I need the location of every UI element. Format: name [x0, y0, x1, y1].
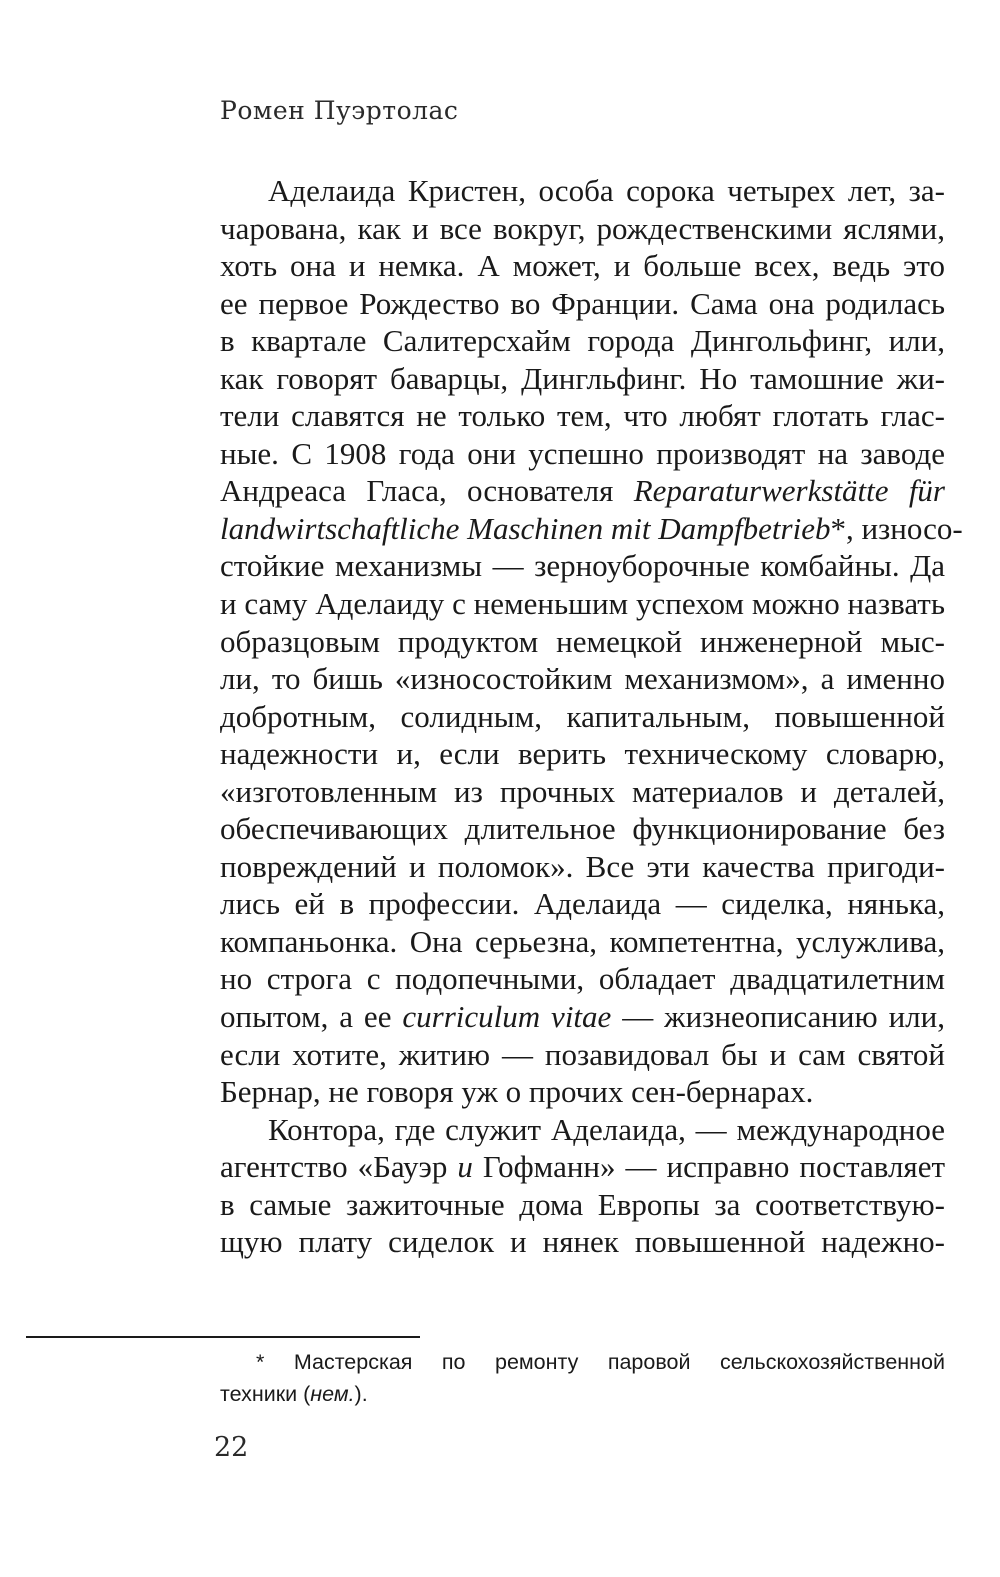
text-line [220, 1073, 945, 1111]
text-line [220, 698, 945, 736]
footnote [220, 1346, 945, 1410]
text-segment: опытом, а ее [220, 999, 403, 1035]
text-line [220, 397, 945, 435]
text-segment: стойкие механизмы — зерноуборочные комбайны. Да [220, 548, 945, 584]
text-line [220, 623, 945, 661]
text-segment: как говорят баварцы, Дингльфинг. Но тамошние жи- [220, 360, 945, 396]
text-segment: если хотите, житию — позавидовал бы и сам святой [220, 1036, 945, 1072]
text-segment: тели славятся не только тем, что любят глотать глас- [220, 398, 945, 434]
text-segment: в квартале Салитерсхайм города Дингольфинг, или, [220, 323, 945, 359]
running-head: Ромен Пуэртолас [220, 96, 459, 125]
text-segment: ные. С 1908 года они успешно производят на заводе [220, 435, 945, 471]
text-line [220, 810, 945, 848]
page-number: 22 [214, 1432, 249, 1463]
text-segment: образцовым продуктом немецкой инженерной мыс- [220, 623, 945, 659]
footnote-rule [26, 1336, 420, 1338]
body-text [220, 172, 963, 1261]
text-segment: хоть она и немка. А может, и больше всех, ведь это [220, 248, 945, 284]
text-segment: ли, то бишь «износостойким механизмом», а именно [220, 661, 945, 697]
text-segment: — жизнеописанию или, [611, 999, 945, 1035]
text-segment: надежности и, если верить техническому словарю, [220, 736, 945, 772]
text-line [220, 1186, 945, 1224]
footnote-text: техники ( [220, 1382, 311, 1406]
text-segment: компаньонка. Она серьезна, компетентна, услужлива, [220, 923, 945, 959]
text-line [220, 435, 945, 473]
text-line [220, 1111, 945, 1149]
text-line [220, 585, 945, 623]
text-segment: и саму Аделаиду с неменьшим успехом можно назвать [220, 586, 945, 622]
text-segment: Бернар, не говоря уж о прочих сен-бернарах. [220, 1074, 814, 1110]
italic-text: curriculum vitae [402, 999, 612, 1035]
text-line [220, 285, 945, 323]
text-segment: лись ей в профессии. Аделаида — сиделка, нянька, [220, 886, 945, 922]
text-segment: Аделаида Кристен, особа сорока четырех лет, за- [268, 173, 945, 208]
text-segment: Контора, где служит Аделаида, — международное [268, 1111, 945, 1147]
text-line [220, 885, 945, 923]
text-segment: *, износо- [830, 510, 963, 546]
text-segment: повреждений и поломок». Все эти качества пригоди- [220, 848, 945, 884]
text-line [220, 472, 945, 510]
text-line [220, 660, 945, 698]
footnote-line: * Мастерская по ремонту паровой сельскохозяйственной [256, 1350, 945, 1374]
text-segment: агентство «Бауэр [220, 1149, 458, 1185]
text-line [220, 773, 945, 811]
text-segment: ее первое Рождество во Франции. Сама она родилась [220, 285, 945, 321]
italic-text: landwirtschaftliche Maschinen mit Dampfbetrieb [220, 510, 831, 546]
text-line [220, 210, 945, 248]
text-segment: чарована, как и все вокруг, рождественскими яслями, [220, 210, 945, 246]
text-line [220, 172, 945, 210]
text-line [220, 360, 945, 398]
text-line [220, 998, 945, 1036]
italic-text: Reparaturwerkstätte für [633, 473, 945, 509]
text-line [220, 960, 945, 998]
text-segment: но строга с подопечными, обладает двадцатилетним [220, 961, 945, 997]
footnote-line [220, 1378, 945, 1410]
text-line [220, 735, 945, 773]
text-line [220, 247, 945, 285]
text-segment: «изготовленным из прочных материалов и деталей, [220, 773, 945, 809]
italic-text: и [457, 1149, 473, 1185]
text-segment: Андреаса Гласа, основателя [220, 473, 634, 509]
footnote-text: ). [354, 1382, 368, 1406]
text-segment: Гофманн» — исправно поставляет [472, 1149, 945, 1185]
text-segment: щую плату сиделок и нянек повышенной надежно- [220, 1224, 945, 1260]
text-line [220, 848, 945, 886]
text-segment: добротным, солидным, капитальным, повышенной [220, 698, 945, 734]
text-line [220, 510, 963, 548]
text-line [220, 923, 945, 961]
text-segment: обеспечивающих длительное функционирование без [220, 811, 945, 847]
footnote-italic-text: нем. [310, 1382, 355, 1406]
text-line [220, 322, 945, 360]
text-line [220, 1223, 945, 1261]
text-line [220, 1036, 945, 1074]
text-segment: в самые зажиточные дома Европы за соответствую- [220, 1186, 945, 1222]
text-line [220, 1148, 945, 1186]
text-line [220, 547, 945, 585]
